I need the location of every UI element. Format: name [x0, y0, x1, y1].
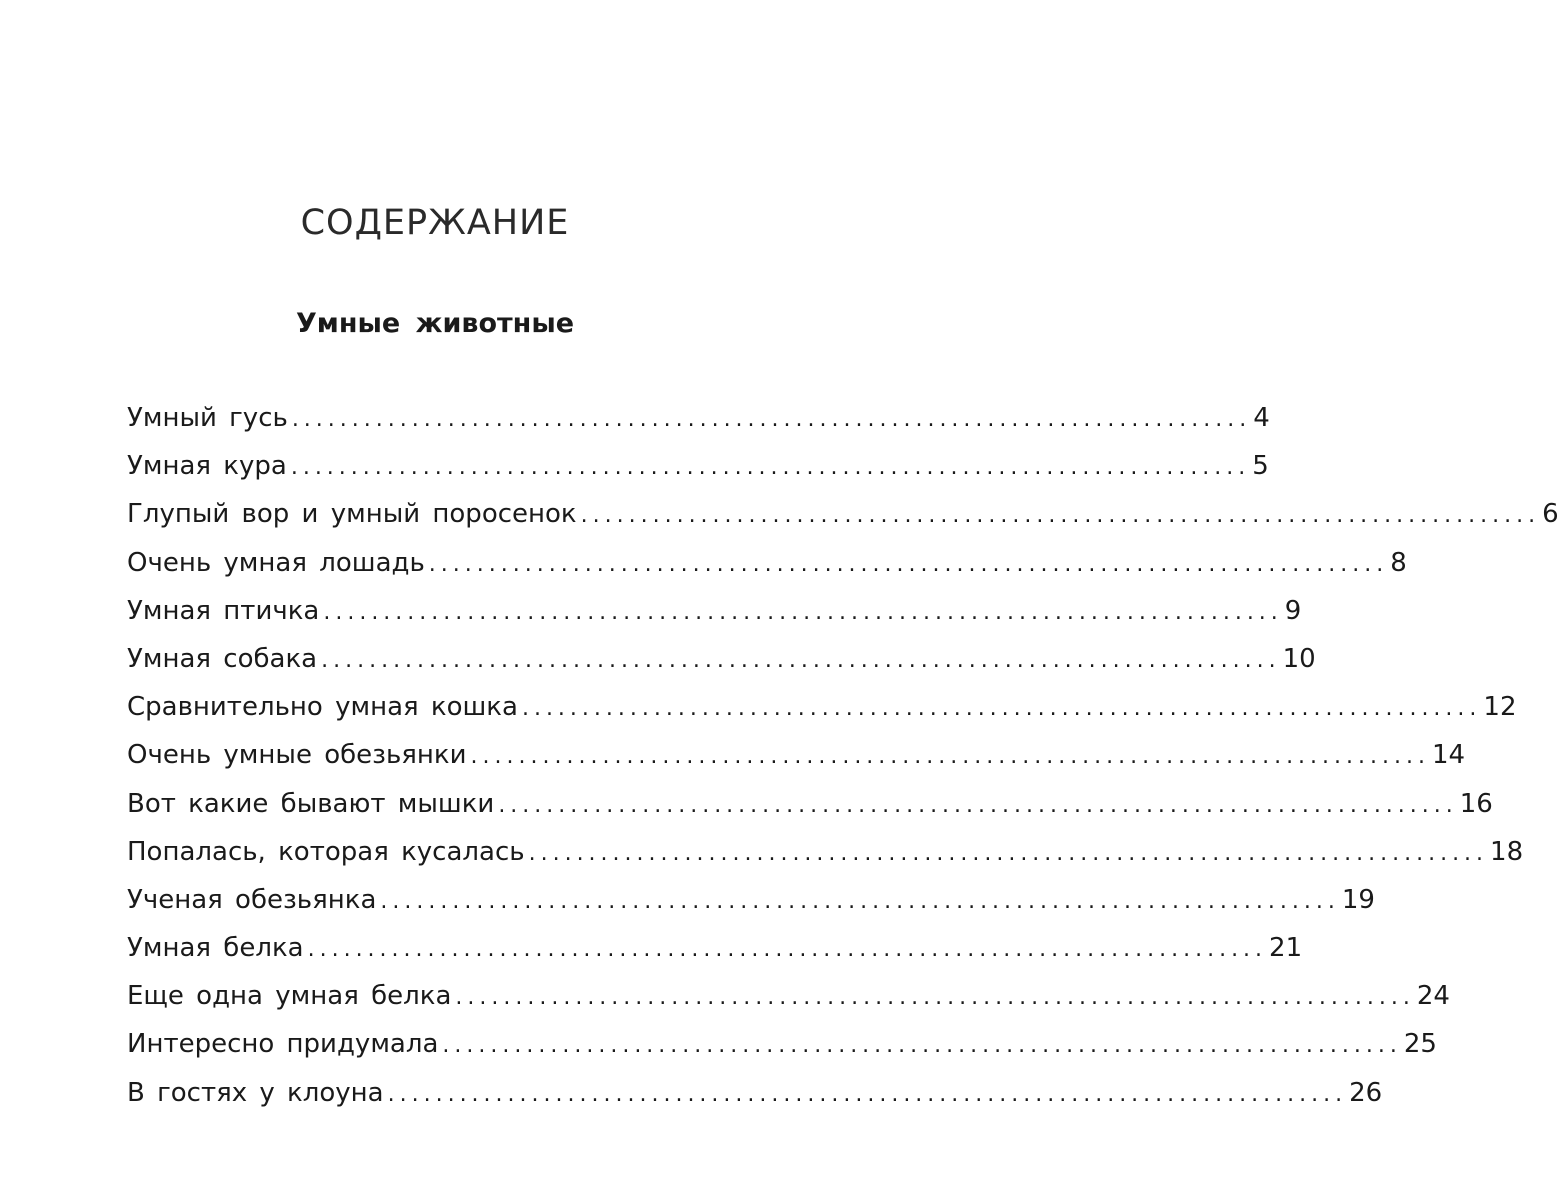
toc-entry [127, 830, 1524, 878]
toc-entry-page: 19 [1341, 884, 1375, 915]
toc-entry [127, 541, 1407, 589]
toc-entry-title: Вот какие бывают мышки [127, 788, 495, 819]
toc-entry-title: Очень умная лошадь [127, 547, 425, 578]
toc-entry-page: 26 [1349, 1077, 1383, 1108]
toc-entry [127, 396, 1270, 444]
toc-entry-title: Умная белка [127, 933, 304, 964]
table-of-contents [127, 396, 1559, 1119]
toc-entry-title: Глупый вор и умный поросенок [127, 499, 577, 530]
dot-leader: ................................................................................ [323, 599, 1283, 625]
toc-entry-title: Умная птичка [127, 595, 320, 626]
dot-leader: ................................................................................ [321, 647, 1281, 673]
toc-entry [127, 637, 1316, 685]
toc-entry-title: Умная собака [127, 643, 318, 674]
toc-entry [127, 974, 1450, 1022]
toc-entry [127, 878, 1375, 926]
toc-entry-title: Еще одна умная белка [127, 981, 452, 1012]
toc-entry-title: Умная кура [127, 451, 287, 482]
toc-entry-page: 10 [1282, 643, 1316, 674]
toc-entry-title: Очень умные обезьянки [127, 740, 467, 771]
toc-entry-page: 4 [1253, 403, 1270, 433]
dot-leader: ................................................................................ [387, 1081, 1348, 1107]
toc-entry-page: 14 [1431, 740, 1466, 771]
toc-entry-page: 18 [1490, 836, 1524, 867]
dot-leader: ................................................................................ [498, 792, 1458, 818]
toc-entry-page: 25 [1403, 1029, 1437, 1060]
dot-leader: ................................................................................ [307, 937, 1268, 963]
toc-entry-title: Интересно придумала [127, 1029, 439, 1060]
dot-leader: ................................................................................ [291, 407, 1252, 432]
toc-entry [127, 733, 1466, 781]
toc-entry-title: Сравнительно умная кошка [127, 692, 518, 723]
page-title: СОДЕРЖАНИЕ [300, 203, 570, 243]
dot-leader: ................................................................................ [528, 840, 1489, 866]
toc-entry-page: 21 [1269, 933, 1303, 964]
toc-entry-title: В гостях у клоуна [127, 1077, 384, 1108]
dot-leader: ................................................................................ [580, 503, 1541, 529]
toc-entry-page: 8 [1390, 547, 1407, 578]
toc-entry [127, 492, 1559, 540]
toc-entry-page: 9 [1284, 595, 1302, 626]
toc-entry [127, 1022, 1437, 1070]
dot-leader: ................................................................................ [428, 551, 1389, 577]
toc-entry [127, 444, 1269, 492]
dot-leader: ................................................................................ [380, 888, 1340, 914]
toc-entry [127, 685, 1517, 733]
section-title: Умные животные [295, 308, 575, 339]
toc-entry-page: 24 [1416, 981, 1450, 1012]
dot-leader: ................................................................................ [290, 455, 1251, 481]
toc-entry-page: 5 [1252, 451, 1269, 482]
dot-leader: ................................................................................ [442, 1033, 1402, 1059]
toc-entry [127, 782, 1493, 830]
toc-entry-title: Попалась, которая кусалась [127, 836, 525, 867]
toc-entry [127, 589, 1302, 637]
dot-leader: ................................................................................ [521, 696, 1482, 722]
toc-entry-title: Умный гусь [127, 403, 288, 433]
toc-entry-title: Ученая обезьянка [127, 884, 377, 915]
dot-leader: ................................................................................ [470, 744, 1430, 770]
toc-entry-page: 6 [1542, 499, 1559, 530]
toc-entry-page: 12 [1483, 692, 1517, 723]
toc-entry [127, 926, 1303, 974]
toc-entry [127, 1071, 1383, 1119]
dot-leader: ................................................................................ [455, 985, 1415, 1011]
toc-entry-page: 16 [1459, 788, 1493, 819]
